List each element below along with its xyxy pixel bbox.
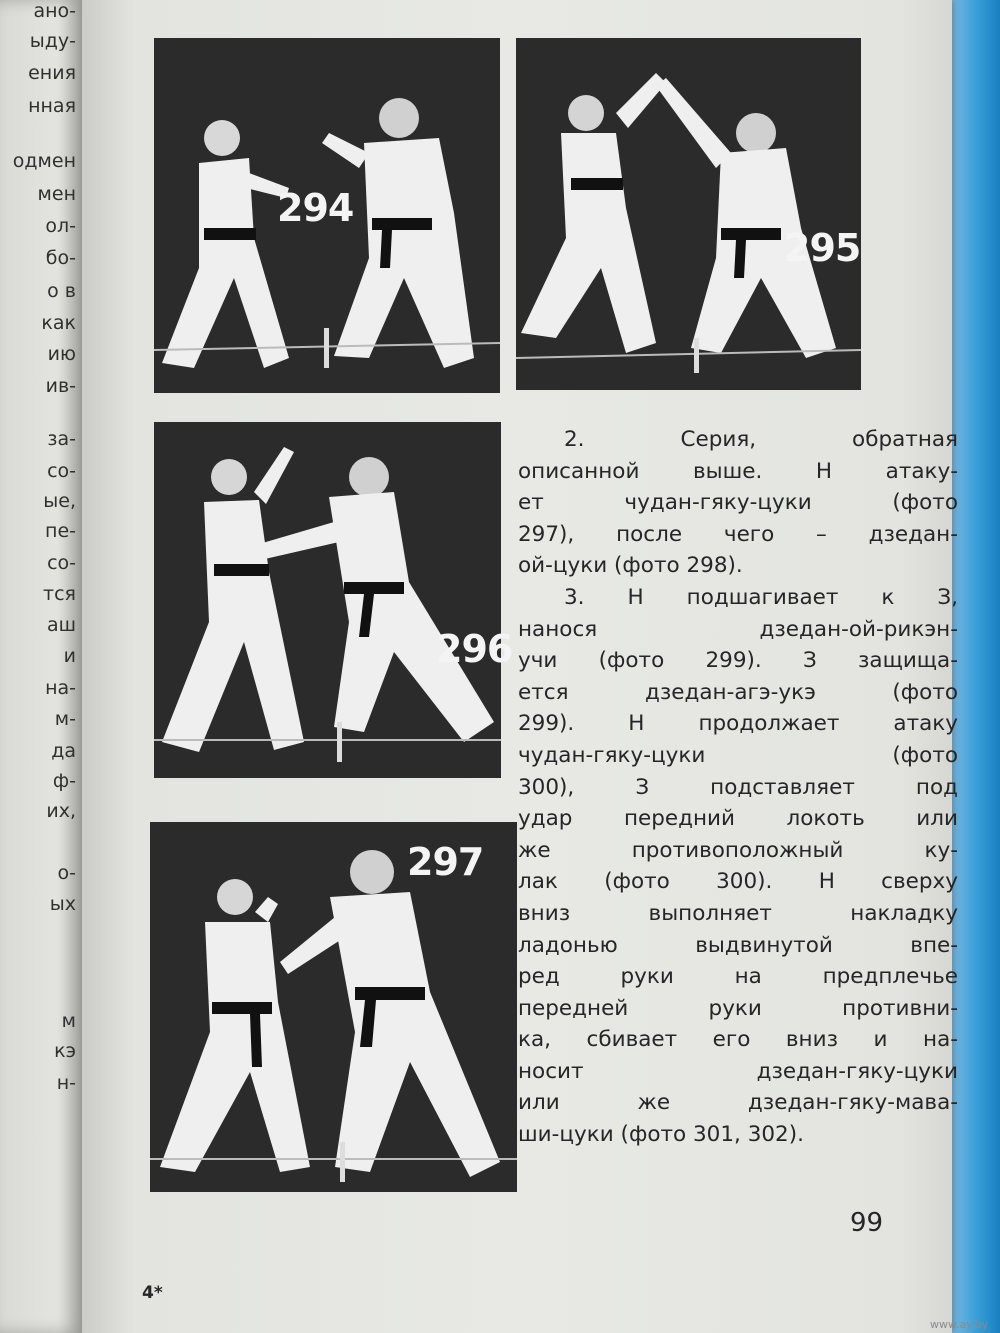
text-line: вниз выполняет накладку <box>518 900 958 926</box>
watermark: www.ay.by <box>930 1318 989 1331</box>
photo-295 <box>516 38 861 390</box>
text-line: 299). Н продолжает атаку <box>518 711 958 737</box>
left-page-fragment: ив- <box>45 375 76 397</box>
text-line: удар передний локоть или <box>518 806 958 832</box>
left-page-fragment: ол- <box>45 215 76 237</box>
text-line: ред руки на предплечье <box>518 964 958 990</box>
left-page-fragment: ых <box>49 893 76 915</box>
previous-page-edge <box>0 0 82 1333</box>
left-page-fragment: о в <box>47 280 76 302</box>
photo-295-figures <box>516 38 861 390</box>
text-line: чудан-гяку-цуки (фото <box>518 742 958 768</box>
text-line: нанося дзедан-ой-рикэн- <box>518 616 958 642</box>
left-page-fragment: со- <box>47 460 76 482</box>
left-page-fragment: их, <box>46 800 76 822</box>
left-page-fragment: и <box>63 645 76 667</box>
left-page-fragment: да <box>51 740 76 762</box>
text-line: ши-цуки (фото 301, 302). <box>518 1122 804 1148</box>
text-line: ладонью выдвинутой впе- <box>518 932 958 958</box>
signature-mark: 4* <box>142 1283 163 1303</box>
photo-296 <box>154 422 513 778</box>
left-page-fragment: ыду- <box>29 30 76 52</box>
left-page-fragment: пе- <box>45 520 76 542</box>
text-line: лак (фото 300). Н сверху <box>518 869 958 895</box>
photo-number: 297 <box>407 840 484 884</box>
left-page-fragment: на- <box>45 677 76 699</box>
left-page-fragment: аш <box>46 614 76 636</box>
left-page-fragment: ые, <box>43 490 76 512</box>
left-page-fragment: н- <box>56 1072 76 1094</box>
photo-number: 296 <box>436 627 513 671</box>
left-page-fragment: ения <box>28 62 76 84</box>
left-page-fragment: ано- <box>33 0 76 22</box>
text-line: 2. Серия, обратная <box>564 427 958 452</box>
photo-296-figures <box>154 422 501 778</box>
left-page-fragment: о- <box>57 862 76 884</box>
left-page-fragment: со- <box>47 552 76 574</box>
photo-number: 294 <box>277 186 354 230</box>
left-page-fragment: м <box>61 1010 76 1032</box>
text-line: ется дзедан-агэ-укэ (фото <box>518 679 958 705</box>
body-text <box>518 424 958 1151</box>
photo-294 <box>154 38 500 393</box>
photo-297 <box>150 822 517 1192</box>
book-page <box>82 0 958 1333</box>
text-line: учи (фото 299). З защища- <box>518 648 958 674</box>
text-line: 3. Н подшагивает к З, <box>564 584 958 610</box>
text-line: носит дзедан-гяку-цуки <box>518 1058 958 1084</box>
text-line: описанной выше. Н атаку- <box>518 458 958 484</box>
left-page-fragment: кэ <box>54 1040 76 1062</box>
photo-number: 295 <box>784 226 861 270</box>
left-page-fragment: тся <box>43 583 76 605</box>
page-number: 99 <box>850 1208 884 1238</box>
left-page-fragment: м- <box>54 708 76 730</box>
left-page-fragment: ию <box>47 343 76 365</box>
left-page-fragment: мен <box>37 183 76 205</box>
left-page-fragment: за- <box>47 428 76 450</box>
left-page-fragment: бо- <box>45 247 76 269</box>
text-line: ет чудан-гяку-цуки (фото <box>518 490 958 516</box>
left-page-fragment: одмен <box>12 150 76 172</box>
text-line: ка, сбивает его вниз и на- <box>518 1027 958 1053</box>
left-page-fragment: ф- <box>52 770 76 792</box>
left-page-fragment: как <box>41 312 76 334</box>
text-line: 297), после чего – дзедан- <box>518 521 958 547</box>
text-line: передней руки противни- <box>518 995 958 1021</box>
text-line: ой-цуки (фото 298). <box>518 553 743 579</box>
text-line: или же дзедан-гяку-мава- <box>518 1090 958 1116</box>
text-line: 300), З подставляет под <box>518 774 958 800</box>
left-page-fragment: нная <box>28 95 76 117</box>
text-line: же противоположный ку- <box>518 837 958 863</box>
